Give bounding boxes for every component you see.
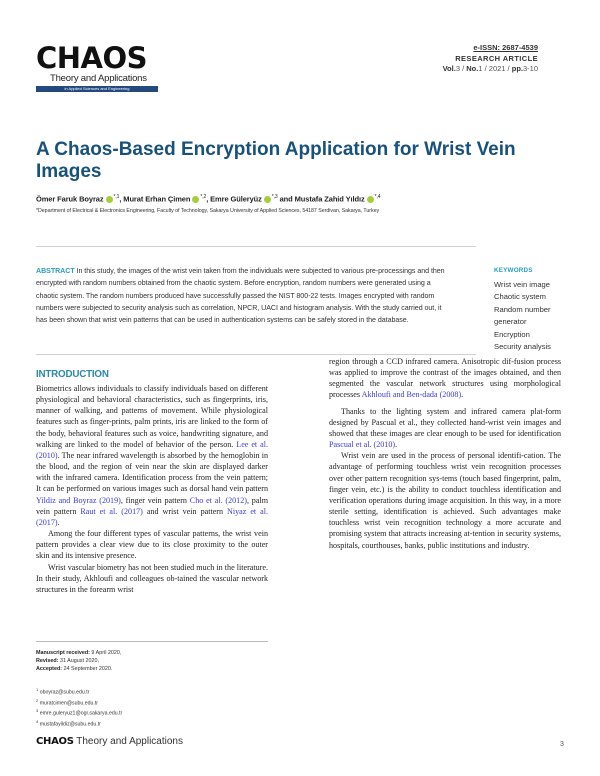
logo-main-text: CHAOS <box>36 41 148 75</box>
vol: 3 <box>455 64 460 73</box>
text: . <box>395 440 398 450</box>
orcid-icon[interactable] <box>264 196 271 203</box>
accepted-date: 24 September 2020. <box>62 666 113 672</box>
citation-link[interactable]: Yildiz and Boyraz (2019) <box>36 495 121 505</box>
citation-link[interactable]: Cho et al. (2012) <box>189 495 247 505</box>
volume-line: Vol.3 / No.1 / 2021 / pp.3-10 <box>442 64 538 73</box>
keyword-item: Security analysis <box>494 342 551 351</box>
author-sup: *,4 <box>374 194 381 200</box>
email-sup: 3 <box>36 708 39 714</box>
citation-link[interactable]: Pascual et al. (2010) <box>329 440 396 450</box>
email-item <box>36 697 122 708</box>
text: . The near infrared wavelength is absorbed by the hemoglobin in the blood, and the region of vein near the skin are displayed darker with the infrared camera. Identification process from the vein pattern; It can be performed on various images such as dorsal hand vein pattern <box>36 450 268 494</box>
no-label: No. <box>466 64 479 73</box>
author-list <box>36 194 596 204</box>
divider <box>36 246 476 247</box>
footer-journal-name <box>36 736 183 747</box>
paragraph <box>329 406 561 451</box>
author-sup: *,2 <box>200 194 207 200</box>
orcid-icon[interactable] <box>192 196 199 203</box>
received-label: Manuscript received: <box>36 650 90 656</box>
year: 2021 <box>488 64 506 73</box>
text: , palm vein pattern <box>36 495 268 516</box>
keyword-item: Random number <box>494 304 551 314</box>
citation-link[interactable]: Akhloufi and Ben-dada (2008) <box>361 390 462 400</box>
text: . <box>57 517 60 527</box>
footnote-divider <box>36 641 268 642</box>
paragraph <box>36 383 268 528</box>
keyword-item: Wrist vein image <box>494 279 550 289</box>
pp-label: pp. <box>511 64 523 73</box>
intro-column-left <box>36 383 268 595</box>
email-item <box>36 718 122 729</box>
keywords-label: KEYWORDS <box>494 267 533 274</box>
keyword-item: generator <box>494 317 527 326</box>
issn[interactable]: e-ISSN: 2687-4539 <box>473 43 538 52</box>
abstract-text: In this study, the images of the wrist vein taken from the individuals were subjected to various pre-processings and then encrypted with random numbers obtained from the chaotic system. Before encryption, random numbers were generated using a chaotic system. The random numbers produced have successfully passed the NIST 800-22 tests. Images encrypted with random numbers were subjected to security analysis such as correlation, NPCR, UACI and histogram analysis. With the study carried out, it has been shown that wrist vein patterns that can be used in authentication systems can be safely stored in the database. <box>36 267 445 325</box>
email-link[interactable]: oboyraz@subu.edu.tr <box>39 689 90 696</box>
logo-bar-text: in Applied Sciences and Engineering <box>36 86 158 92</box>
logo-sub-text: Theory and Applications <box>50 73 147 84</box>
citation-link[interactable]: Raut et al. (2017) <box>80 506 143 516</box>
email-link[interactable]: emre.guleryuz1@ogr.sakarya.edu.tr <box>39 711 123 718</box>
email-sup: 1 <box>36 687 39 692</box>
revised-label: Revised: <box>36 658 59 664</box>
affiliation: *Department of Electrical & Electronics Engineering, Faculty of Technology, Sakarya University of Applied Sciences, 54187 Serdivan, Sakarya, Turkey <box>36 208 380 214</box>
email-link[interactable]: muratcimen@subu.edu.tr <box>39 700 99 707</box>
manuscript-dates <box>36 649 121 673</box>
paragraph: Wrist vein are used in the process of personal identifi-cation. The advantage of performing touchless wrist vein recognition processes over other pattern recognition sys-tems (touch based fingerprint, palm, finger vein, etc.) is the ability to conduct touchless identification and verification operations during image acquisition. In this way, in a more sterile setting, identification is achieved. Such advantages make touchless wrist vein recognition technology a more accurate and promising system that attracts increasing at-tention in security systems, hospitals, courthouses, banks, public institutions and industry. <box>329 451 561 550</box>
paragraph <box>329 356 561 401</box>
keyword-item: Chaotic system <box>494 292 546 301</box>
abstract-label: ABSTRACT <box>36 267 75 275</box>
revised-line <box>36 657 121 665</box>
no: 1 <box>478 64 483 73</box>
article-type: RESEARCH ARTICLE <box>455 53 538 63</box>
text: region through a CCD infrared camera. Anisotropic dif-fusion process was applied to improve the contrast of the images obtained, and then segmented the vascular network structures using morphological processes <box>329 357 561 400</box>
pages: 3-10 <box>522 64 538 73</box>
keywords <box>494 265 594 354</box>
paragraph: Wrist vascular biometry has not been studied much in the literature. In their study, Akhloufi and colleagues ob-tained the vascular network structures in the forearm wrist <box>36 562 268 594</box>
journal-logo <box>36 41 156 92</box>
accepted-label: Accepted: <box>36 666 63 672</box>
author-and: and <box>277 194 295 204</box>
paragraph: Among the four different types of vascular patterns, the wrist vein pattern provides a clear view due to its close proximity to the outer skin and its intensive presence. <box>36 529 268 561</box>
article-meta <box>443 43 538 75</box>
vol-label: Vol. <box>442 64 456 73</box>
citation-link[interactable]: Niyaz et al. (2017) <box>36 506 268 527</box>
abstract <box>36 265 452 326</box>
email-link[interactable]: mustafayildiz@subu.edu.tr <box>39 721 101 728</box>
email-sup: 2 <box>36 697 39 703</box>
keyword-item: Encryption <box>494 329 530 339</box>
revised-date: 31 August 2020, <box>58 658 99 664</box>
paper-title: A Chaos-Based Encryption Application for Wrist Vein Images <box>36 139 516 182</box>
author-name: Ömer Faruk Boyraz <box>36 194 104 204</box>
text: . <box>461 390 464 400</box>
author-name: Murat Erhan Çimen <box>123 194 191 204</box>
text: Biometrics allows individuals to classify individuals based on different physiological and behavioral characteristics, such as fingerprints, iris, manner of walking, and patterns of movement. While physiological features such as finger-prints, palm prints, iris are linked to the form of the body, behavioral features such as voice, handwriting signature, and walking are linked to the model of behavior of the person. <box>36 384 268 449</box>
received-date: 9 April 2020, <box>89 650 122 656</box>
citation-link[interactable]: Lee et al. (2010) <box>36 439 268 460</box>
page-number: 3 <box>560 741 564 748</box>
footer-brand-rest: Theory and Applications <box>73 736 183 747</box>
orcid-icon[interactable] <box>106 196 113 203</box>
email-item <box>36 686 122 697</box>
orcid-icon[interactable] <box>367 196 374 203</box>
author-emails <box>36 686 122 729</box>
author-sup: *,3 <box>271 194 278 200</box>
divider <box>36 354 476 355</box>
author-sup: *,1 <box>113 194 120 200</box>
intro-column-right <box>329 356 561 551</box>
text: and wrist vein pattern <box>142 506 228 516</box>
author-name: Mustafa Zahid Yıldız <box>294 194 365 204</box>
author-name: Emre Güleryüz <box>210 194 262 204</box>
author-sep: , <box>206 194 211 204</box>
email-item <box>36 707 122 718</box>
author-sep: , <box>119 194 124 204</box>
accepted-line <box>36 665 121 673</box>
received-line <box>36 649 121 657</box>
email-sup: 4 <box>36 719 39 725</box>
footer-brand-bold: CHAOS <box>36 736 74 747</box>
section-heading-introduction: INTRODUCTION <box>36 369 109 380</box>
text: Thanks to the lighting system and infrared camera plat-form designed by Pascual et al., they collected hand-wrist vein images and showed that these images are clear enough to be used for identification <box>329 406 561 438</box>
text: , finger vein pattern <box>120 495 190 505</box>
